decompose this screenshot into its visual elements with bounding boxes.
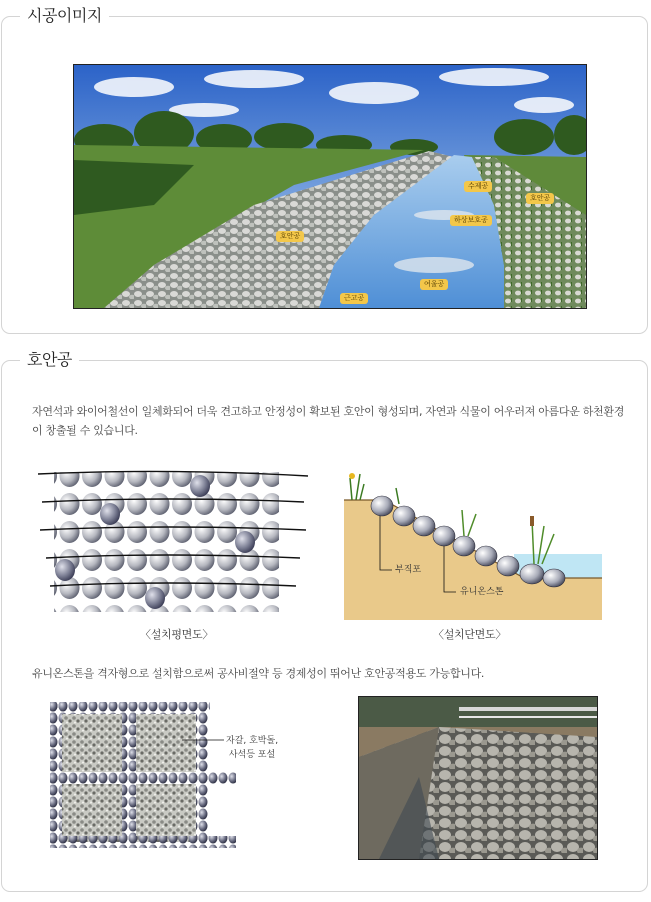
label-hoangong-right: 호안공 <box>526 193 554 204</box>
label-geungo: 근고공 <box>340 293 368 304</box>
grid-layout-drawing <box>48 700 238 850</box>
label-gravel-fill <box>226 734 278 762</box>
installed-revetment-photo <box>358 696 598 860</box>
label-yeoul: 여울공 <box>420 279 448 290</box>
label-sujegong: 수제공 <box>464 181 492 192</box>
river-construction-photo <box>73 64 587 309</box>
grid-installation-description: 유니온스톤을 격자형으로 설치함으로써 공사비절약 등 경제성이 뛰어난 호안공적용도 가능합니다. <box>32 667 485 680</box>
installation-plan-drawing <box>36 462 311 614</box>
section-title-revetment: 호안공 <box>20 348 79 372</box>
section-title-construction-image: 시공이미지 <box>20 4 109 28</box>
label-union-stone: 유니온스톤 <box>460 587 504 597</box>
caption-installation-section: 〈설치단면도〉 <box>433 628 507 641</box>
label-hoangong-left: 호안공 <box>276 231 304 242</box>
label-chisang: 하상보호공 <box>450 215 492 226</box>
revetment-description: 자연석과 와이어철선이 일체화되어 더욱 견고하고 안정성이 확보된 호안이 형성되며, 자연과 식물이 어우러져 아름다운 하천환경이 창출될 수 있습니다. <box>32 405 625 437</box>
label-filter-fabric: 부직포 <box>395 565 422 575</box>
label-gravel-line2: 사석등 포설 <box>228 750 276 760</box>
caption-installation-plan: 〈설치평면도〉 <box>140 628 214 641</box>
label-gravel-line1: 자갈, 호박돌, <box>226 736 279 746</box>
